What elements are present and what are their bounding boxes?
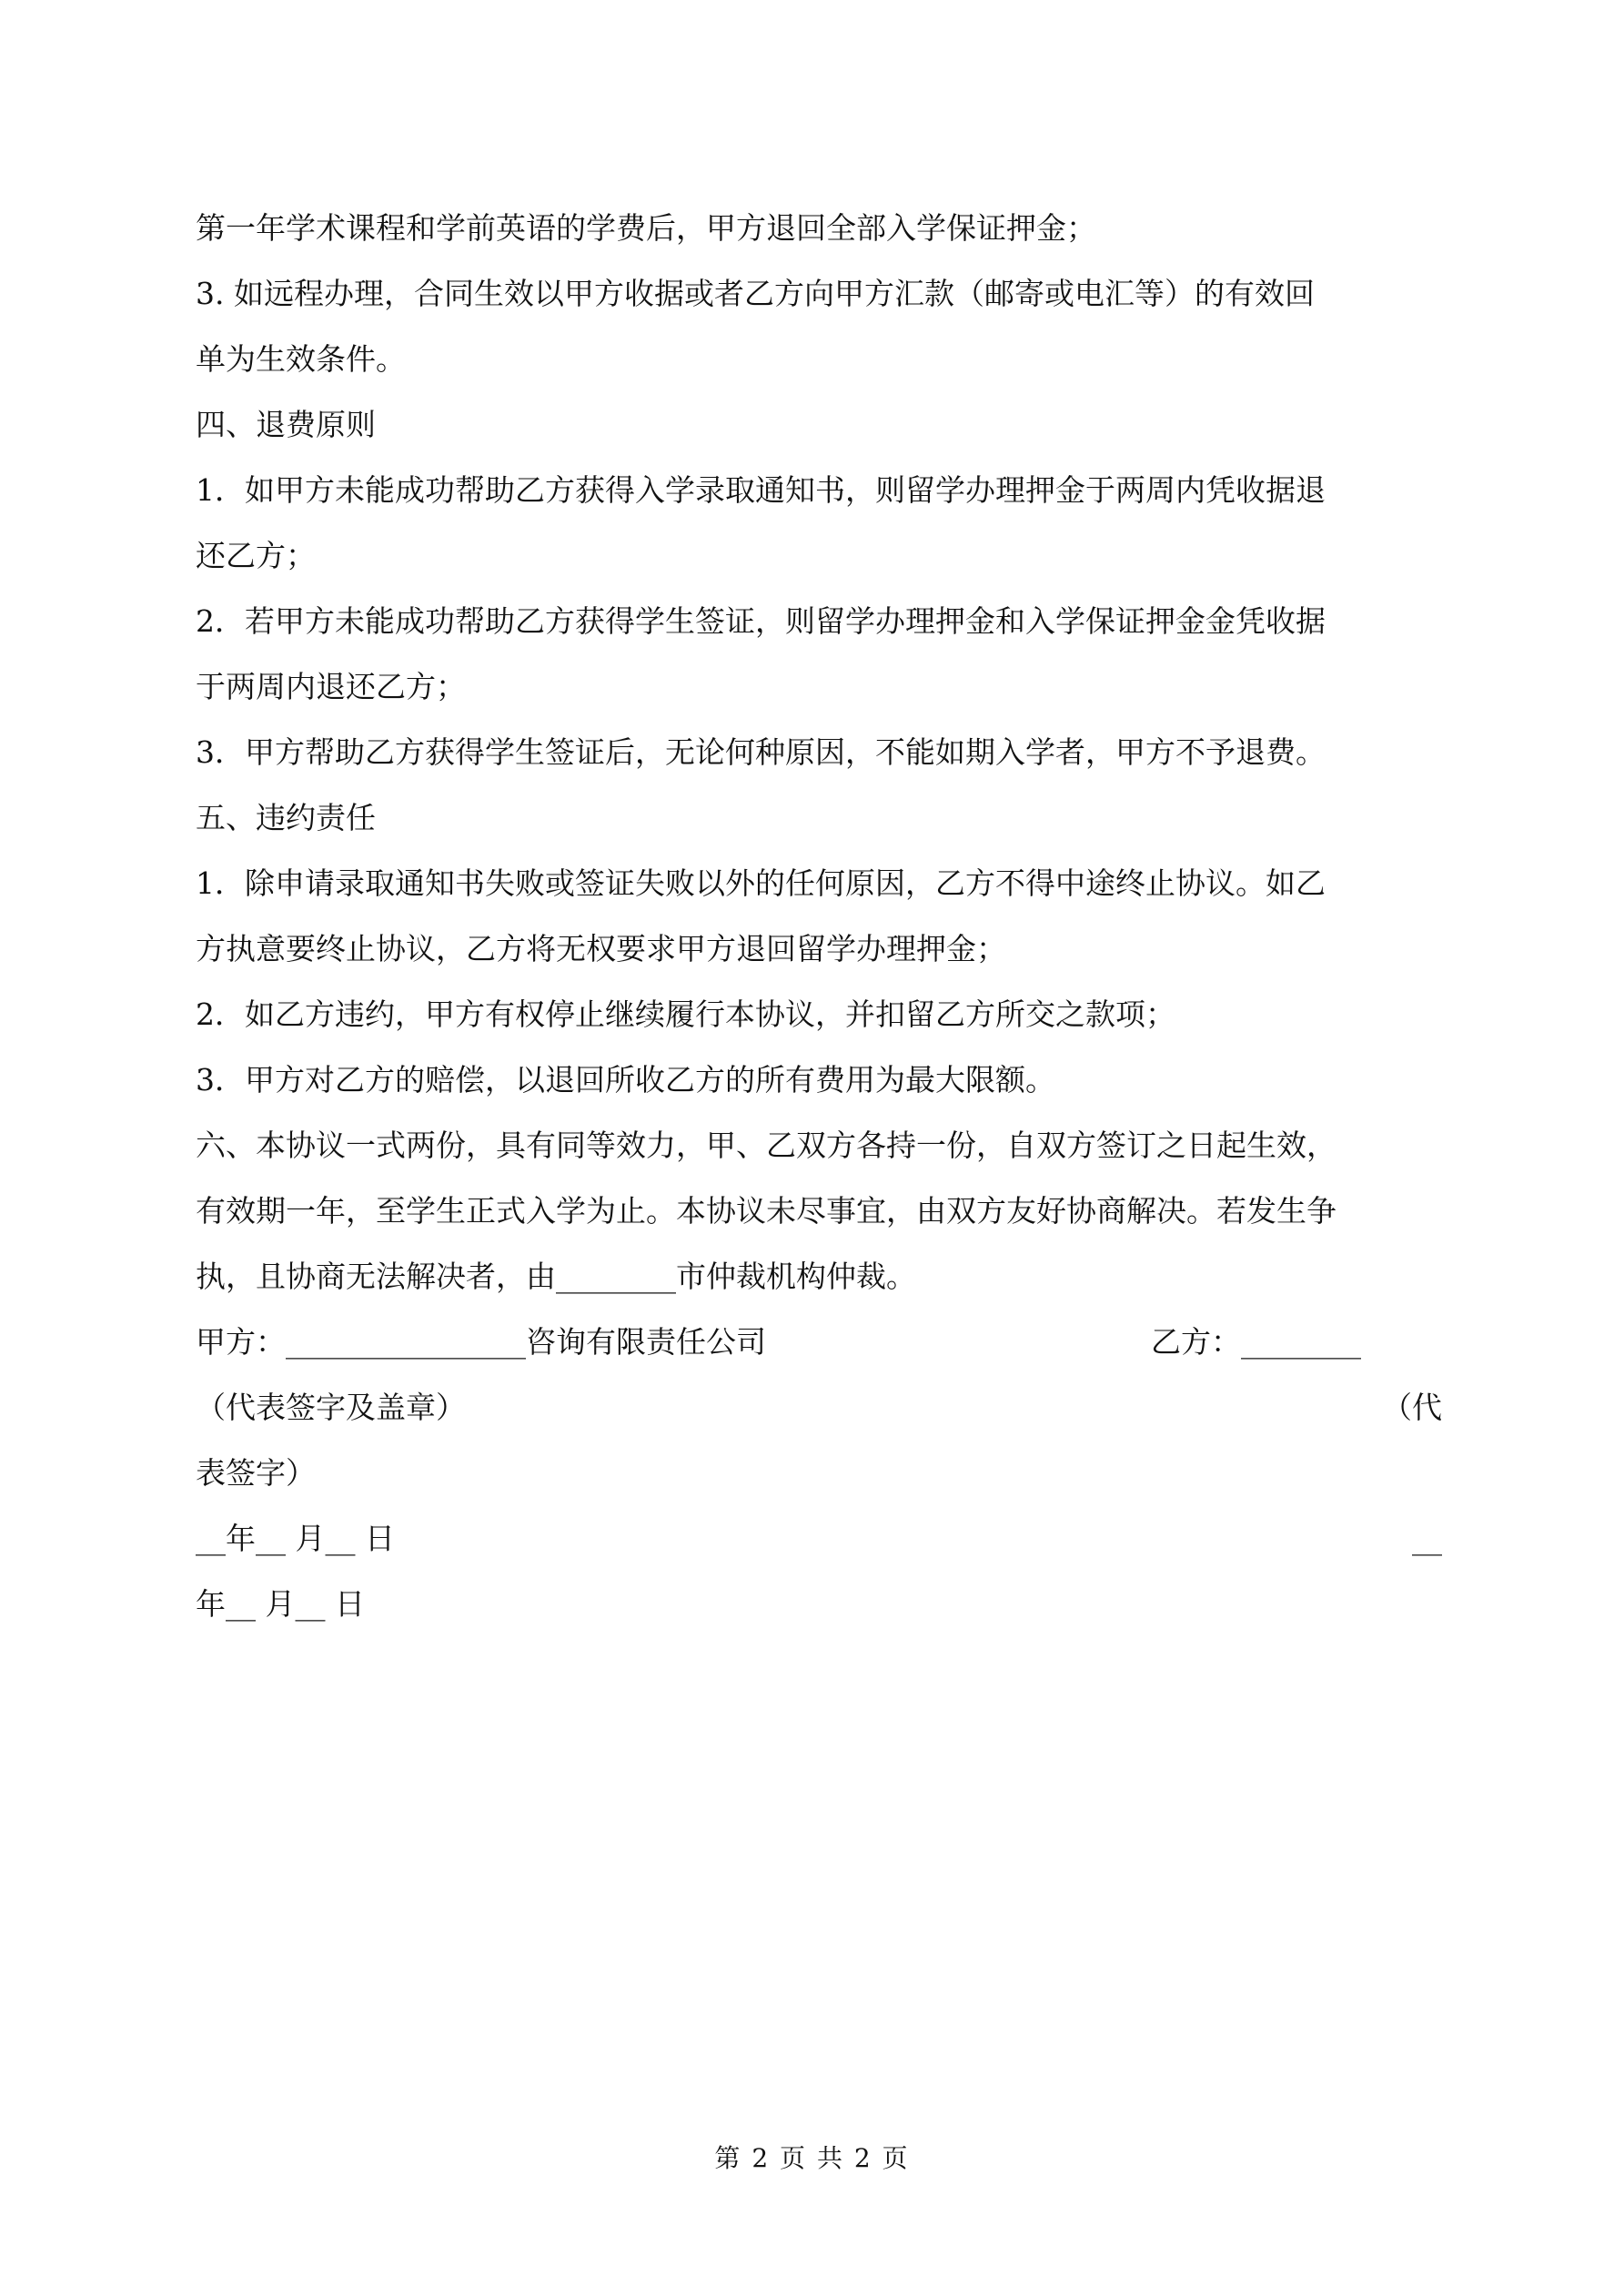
paragraph-line: 3. 如远程办理，合同生效以甲方收据或者乙方向甲方汇款（邮寄或电汇等）的有效回 xyxy=(196,276,1315,311)
party-b-note-end: 表签字） xyxy=(196,1455,316,1491)
paragraph-line: 1．如甲方未能成功帮助乙方获得入学录取通知书，则留学办理押金于两周内凭收据退 xyxy=(196,472,1326,508)
party-b-date-start: __ xyxy=(1412,1521,1442,1556)
date-row xyxy=(196,1506,1442,1572)
section-heading: 四、退费原则 xyxy=(196,407,376,442)
party-a-note: （代表签字及盖章） xyxy=(196,1390,466,1425)
signature-note-row xyxy=(196,1375,1442,1441)
contract-body xyxy=(196,196,1442,1637)
paragraph-line: 3．甲方帮助乙方获得学生签证后，无论何种原因，不能如期入学者，甲方不予退费。 xyxy=(196,734,1326,770)
paragraph-line: 单为生效条件。 xyxy=(196,341,406,377)
party-b-signature: 乙方：________ xyxy=(1151,1324,1361,1360)
paragraph-line: 2．若甲方未能成功帮助乙方获得学生签证，则留学办理押金和入学保证押金金凭收据 xyxy=(196,603,1326,639)
party-b-date-end: 年__ 月__ 日 xyxy=(196,1586,365,1622)
paragraph-line: 有效期一年，至学生正式入学为止。本协议未尽事宜，由双方友好协商解决。若发生争 xyxy=(196,1193,1337,1229)
party-a-date: __年__ 月__ 日 xyxy=(196,1521,395,1556)
section-heading: 五、违约责任 xyxy=(196,800,376,835)
page-number: 第 2 页 共 2 页 xyxy=(714,2143,910,2173)
paragraph-line: 2．如乙方违约，甲方有权停止继续履行本协议，并扣留乙方所交之款项； xyxy=(196,996,1175,1032)
party-b-note-start: （代 xyxy=(1382,1390,1442,1425)
paragraph-line: 执，且协商无法解决者，由________市仲裁机构仲裁。 xyxy=(196,1259,916,1294)
paragraph-line: 还乙方； xyxy=(196,538,316,573)
paragraph-line: 3．甲方对乙方的赔偿，以退回所收乙方的所有费用为最大限额。 xyxy=(196,1062,1055,1097)
signature-row xyxy=(196,1310,1442,1375)
paragraph-line: 于两周内退还乙方； xyxy=(196,669,466,704)
paragraph-line: 第一年学术课程和学前英语的学费后，甲方退回全部入学保证押金； xyxy=(196,210,1096,246)
paragraph-line: 六、本协议一式两份，具有同等效力，甲、乙双方各持一份，自双方签订之日起生效， xyxy=(196,1128,1337,1163)
paragraph-line: 方执意要终止协议，乙方将无权要求甲方退回留学办理押金； xyxy=(196,931,1006,966)
paragraph-line: 1．除申请录取通知书失败或签证失败以外的任何原因，乙方不得中途终止协议。如乙 xyxy=(196,865,1326,901)
party-a-signature: 甲方：________________咨询有限责任公司 xyxy=(196,1324,766,1360)
